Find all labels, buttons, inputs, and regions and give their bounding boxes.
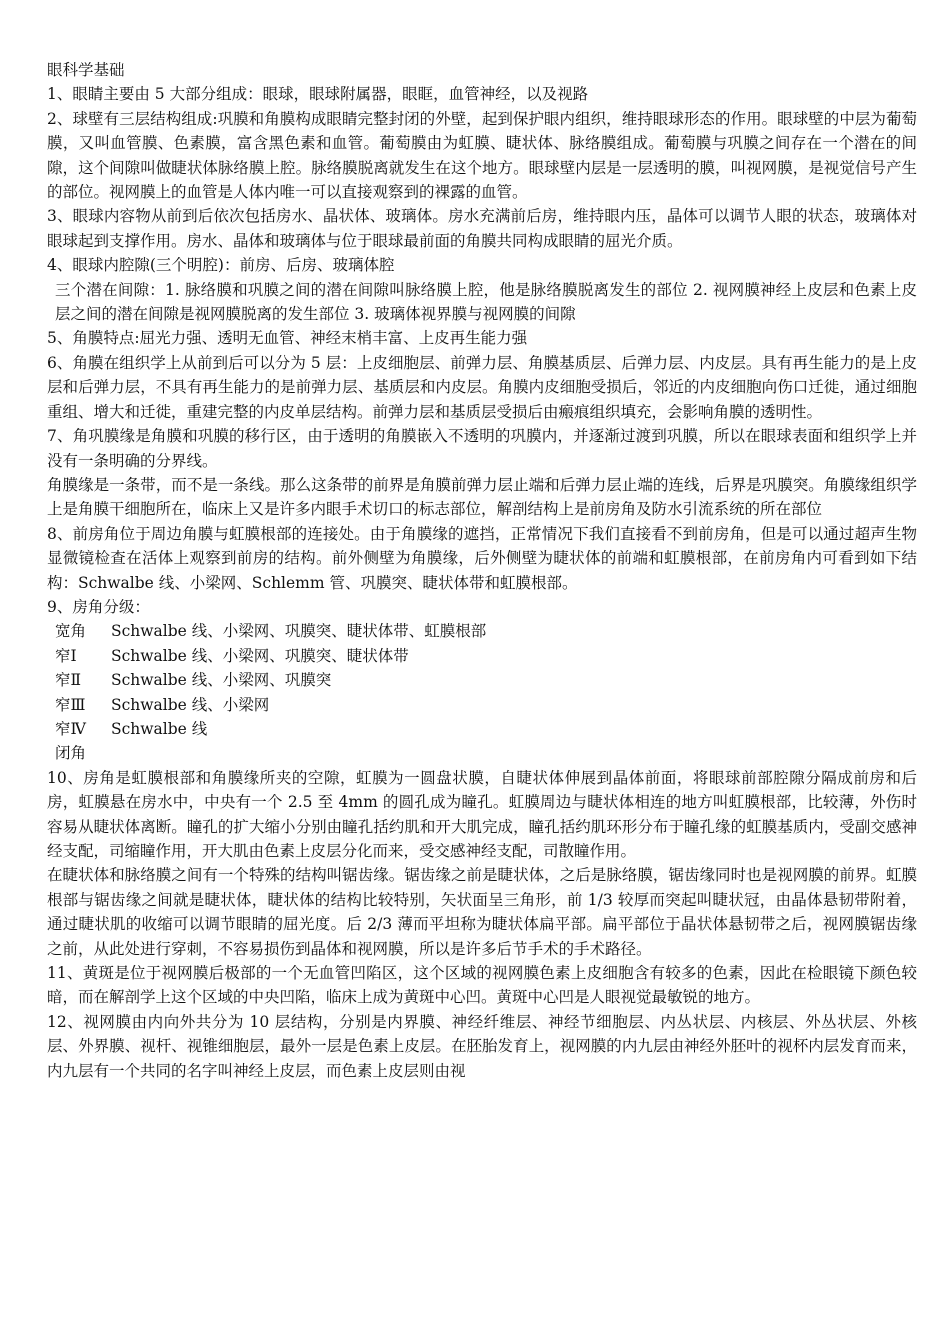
angle-grade-structures: Schwalbe 线、小梁网、巩膜突 <box>111 671 332 690</box>
angle-grade-label: 窄Ⅱ <box>55 671 82 690</box>
document-title: 眼科学基础 <box>47 61 125 79</box>
angle-grade-row <box>47 741 917 765</box>
angle-grade-list <box>47 619 917 765</box>
paragraph-4-potential-spaces: 三个潜在间隙：1. 脉络膜和巩膜之间的潜在间隙叫脉络膜上腔，他是脉络膜脱离发生的部位 2. 视网膜神经上皮层和色素上皮层之间的潜在间隙是视网膜脱离的发生部位 3. 玻璃体视界膜与视网膜的间隙 <box>55 280 917 324</box>
angle-grade-label: 窄Ⅲ <box>55 695 86 714</box>
paragraph-12: 12、视网膜由内向外共分为 10 层结构，分别是内界膜、神经纤维层、神经节细胞层、内丛状层、内核层、外丛状层、外核层、外界膜、视杆、视锥细胞层，最外一层是色素上皮层。在胚胎发育上，视网膜的内九层由神经外胚叶的视杯内层发育而来，内九层有一个共同的名字叫神经上皮层，而色素上皮层则由视 <box>47 1012 917 1080</box>
angle-grade-row <box>47 717 917 741</box>
paragraph-6: 6、角膜在组织学上从前到后可以分为 5 层：上皮细胞层、前弹力层、角膜基质层、后弹力层、内皮层。具有再生能力的是上皮层和后弹力层，不具有再生能力的是前弹力层、基质层和内皮层。角膜内皮细胞受损后，邻近的内皮细胞向伤口迁徙，通过细胞重组、增大和迁徙，重建完整的内皮单层结构。前弹力层和基质层受损后由瘢痕组织填充，会影响角膜的透明性。 <box>47 353 917 421</box>
angle-grade-structures: Schwalbe 线、小梁网 <box>111 695 270 714</box>
paragraph-5: 5、角膜特点:屈光力强、透明无血管、神经末梢丰富、上皮再生能力强 <box>47 329 528 348</box>
paragraph-7-limbus: 角膜缘是一条带，而不是一条线。那么这条带的前界是角膜前弹力层止端和后弹力层止端的连线，后界是巩膜突。角膜缘组织学上是角膜干细胞所在，临床上又是许多内眼手术切口的标志部位，解剖结构上是前房角及防水引流系统的所在部位 <box>47 475 917 519</box>
document-page <box>47 58 917 1083</box>
paragraph-10-ora-serrata: 在睫状体和脉络膜之间有一个特殊的结构叫锯齿缘。锯齿缘之前是睫状体，之后是脉络膜，锯齿缘同时也是视网膜的前界。虹膜根部与锯齿缘之间就是睫状体，睫状体的结构比较特别，矢状面呈三角形，前 1/3 较厚而突起叫睫状冠，由晶体悬韧带附着，通过睫状肌的收缩可以调节眼睛的屈光度。后 2/3 薄而平坦称为睫状体扁平部。扁平部位于晶状体悬韧带之后，视网膜锯齿缘之前，从此处进行穿刺，不容易损伤到晶体和视网膜，所以是许多后节手术的手术路径。 <box>47 866 917 958</box>
angle-grade-row <box>47 619 917 643</box>
angle-grade-label: 闭角 <box>55 744 87 763</box>
paragraph-2: 2、球壁有三层结构组成:巩膜和角膜构成眼睛完整封闭的外壁，起到保护眼内组织，维持眼球形态的作用。眼球壁的中层为葡萄膜，又叫血管膜、色素膜，富含黑色素和血管。葡萄膜由为虹膜、睫状体、脉络膜组成。葡萄膜与巩膜之间存在一个潜在的间隙，这个间隙叫做睫状体脉络膜上腔。脉络膜脱离就发生在这个地方。眼球壁内层是一层透明的膜，叫视网膜，是视觉信号产生的部位。视网膜上的血管是人体内唯一可以直接观察到的裸露的血管。 <box>47 109 917 202</box>
angle-grade-label: 宽角 <box>55 622 87 641</box>
angle-grade-structures: Schwalbe 线、小梁网、巩膜突、睫状体带、虹膜根部 <box>111 622 487 641</box>
paragraph-8: 8、前房角位于周边角膜与虹膜根部的连接处。由于角膜缘的遮挡，正常情况下我们直接看不到前房角，但是可以通过超声生物显微镜检查在活体上观察到前房的结构。前外侧壁为角膜缘，后外侧壁为睫状体的前端和虹膜根部，在前房角内可看到如下结构：Schwalbe 线、小梁网、Schlemm 管、巩膜突、睫状体带和虹膜根部。 <box>47 524 917 592</box>
paragraph-3: 3、眼球内容物从前到后依次包括房水、晶状体、玻璃体。房水充满前后房，维持眼内压，晶体可以调节人眼的状态，玻璃体对眼球起到支撑作用。房水、晶体和玻璃体与位于眼球最前面的角膜共同构成眼睛的屈光介质。 <box>47 207 917 250</box>
paragraph-11: 11、黄斑是位于视网膜后极部的一个无血管凹陷区，这个区域的视网膜色素上皮细胞含有较多的色素，因此在检眼镜下颜色较暗，而在解剖学上这个区域的中央凹陷，临床上成为黄斑中心凹。黄斑中心凹是人眼视觉最敏锐的地方。 <box>47 964 917 1007</box>
angle-grade-row <box>47 668 917 692</box>
angle-grade-label: 窄Ⅳ <box>55 719 86 738</box>
angle-grade-row <box>47 693 917 717</box>
angle-grade-structures <box>111 741 917 765</box>
paragraph-1: 1、眼睛主要由 5 大部分组成：眼球，眼球附属器，眼眶，血管神经，以及视路 <box>47 85 589 104</box>
angle-grade-label: 窄Ⅰ <box>55 646 77 665</box>
angle-grade-structures: Schwalbe 线 <box>111 719 208 738</box>
paragraph-9: 9、房角分级： <box>47 597 150 616</box>
paragraph-4: 4、眼球内腔隙(三个明腔)：前房、后房、玻璃体腔 <box>47 256 395 275</box>
angle-grade-row <box>47 644 917 668</box>
angle-grade-structures: Schwalbe 线、小梁网、巩膜突、睫状体带 <box>111 646 409 665</box>
paragraph-10: 10、房角是虹膜根部和角膜缘所夹的空隙，虹膜为一圆盘状膜，自睫状体伸展到晶体前面，将眼球前部腔隙分隔成前房和后房，虹膜悬在房水中，中央有一个 2.5 至 4mm 的圆孔成为瞳孔。虹膜周边与睫状体相连的地方叫虹膜根部，比较薄，外伤时容易从睫状体离断。瞳孔的扩大缩小分别由瞳孔括约肌和开大肌完成，瞳孔括约肌环形分布于瞳孔缘的虹膜基质内，受副交感神经支配，司缩瞳作用，开大肌由色素上皮层分化而来，受交感神经支配，司散瞳作用。 <box>47 768 917 860</box>
paragraph-7: 7、角巩膜缘是角膜和巩膜的移行区，由于透明的角膜嵌入不透明的巩膜内，并逐渐过渡到巩膜，所以在眼球表面和组织学上并没有一条明确的分界线。 <box>47 427 917 470</box>
